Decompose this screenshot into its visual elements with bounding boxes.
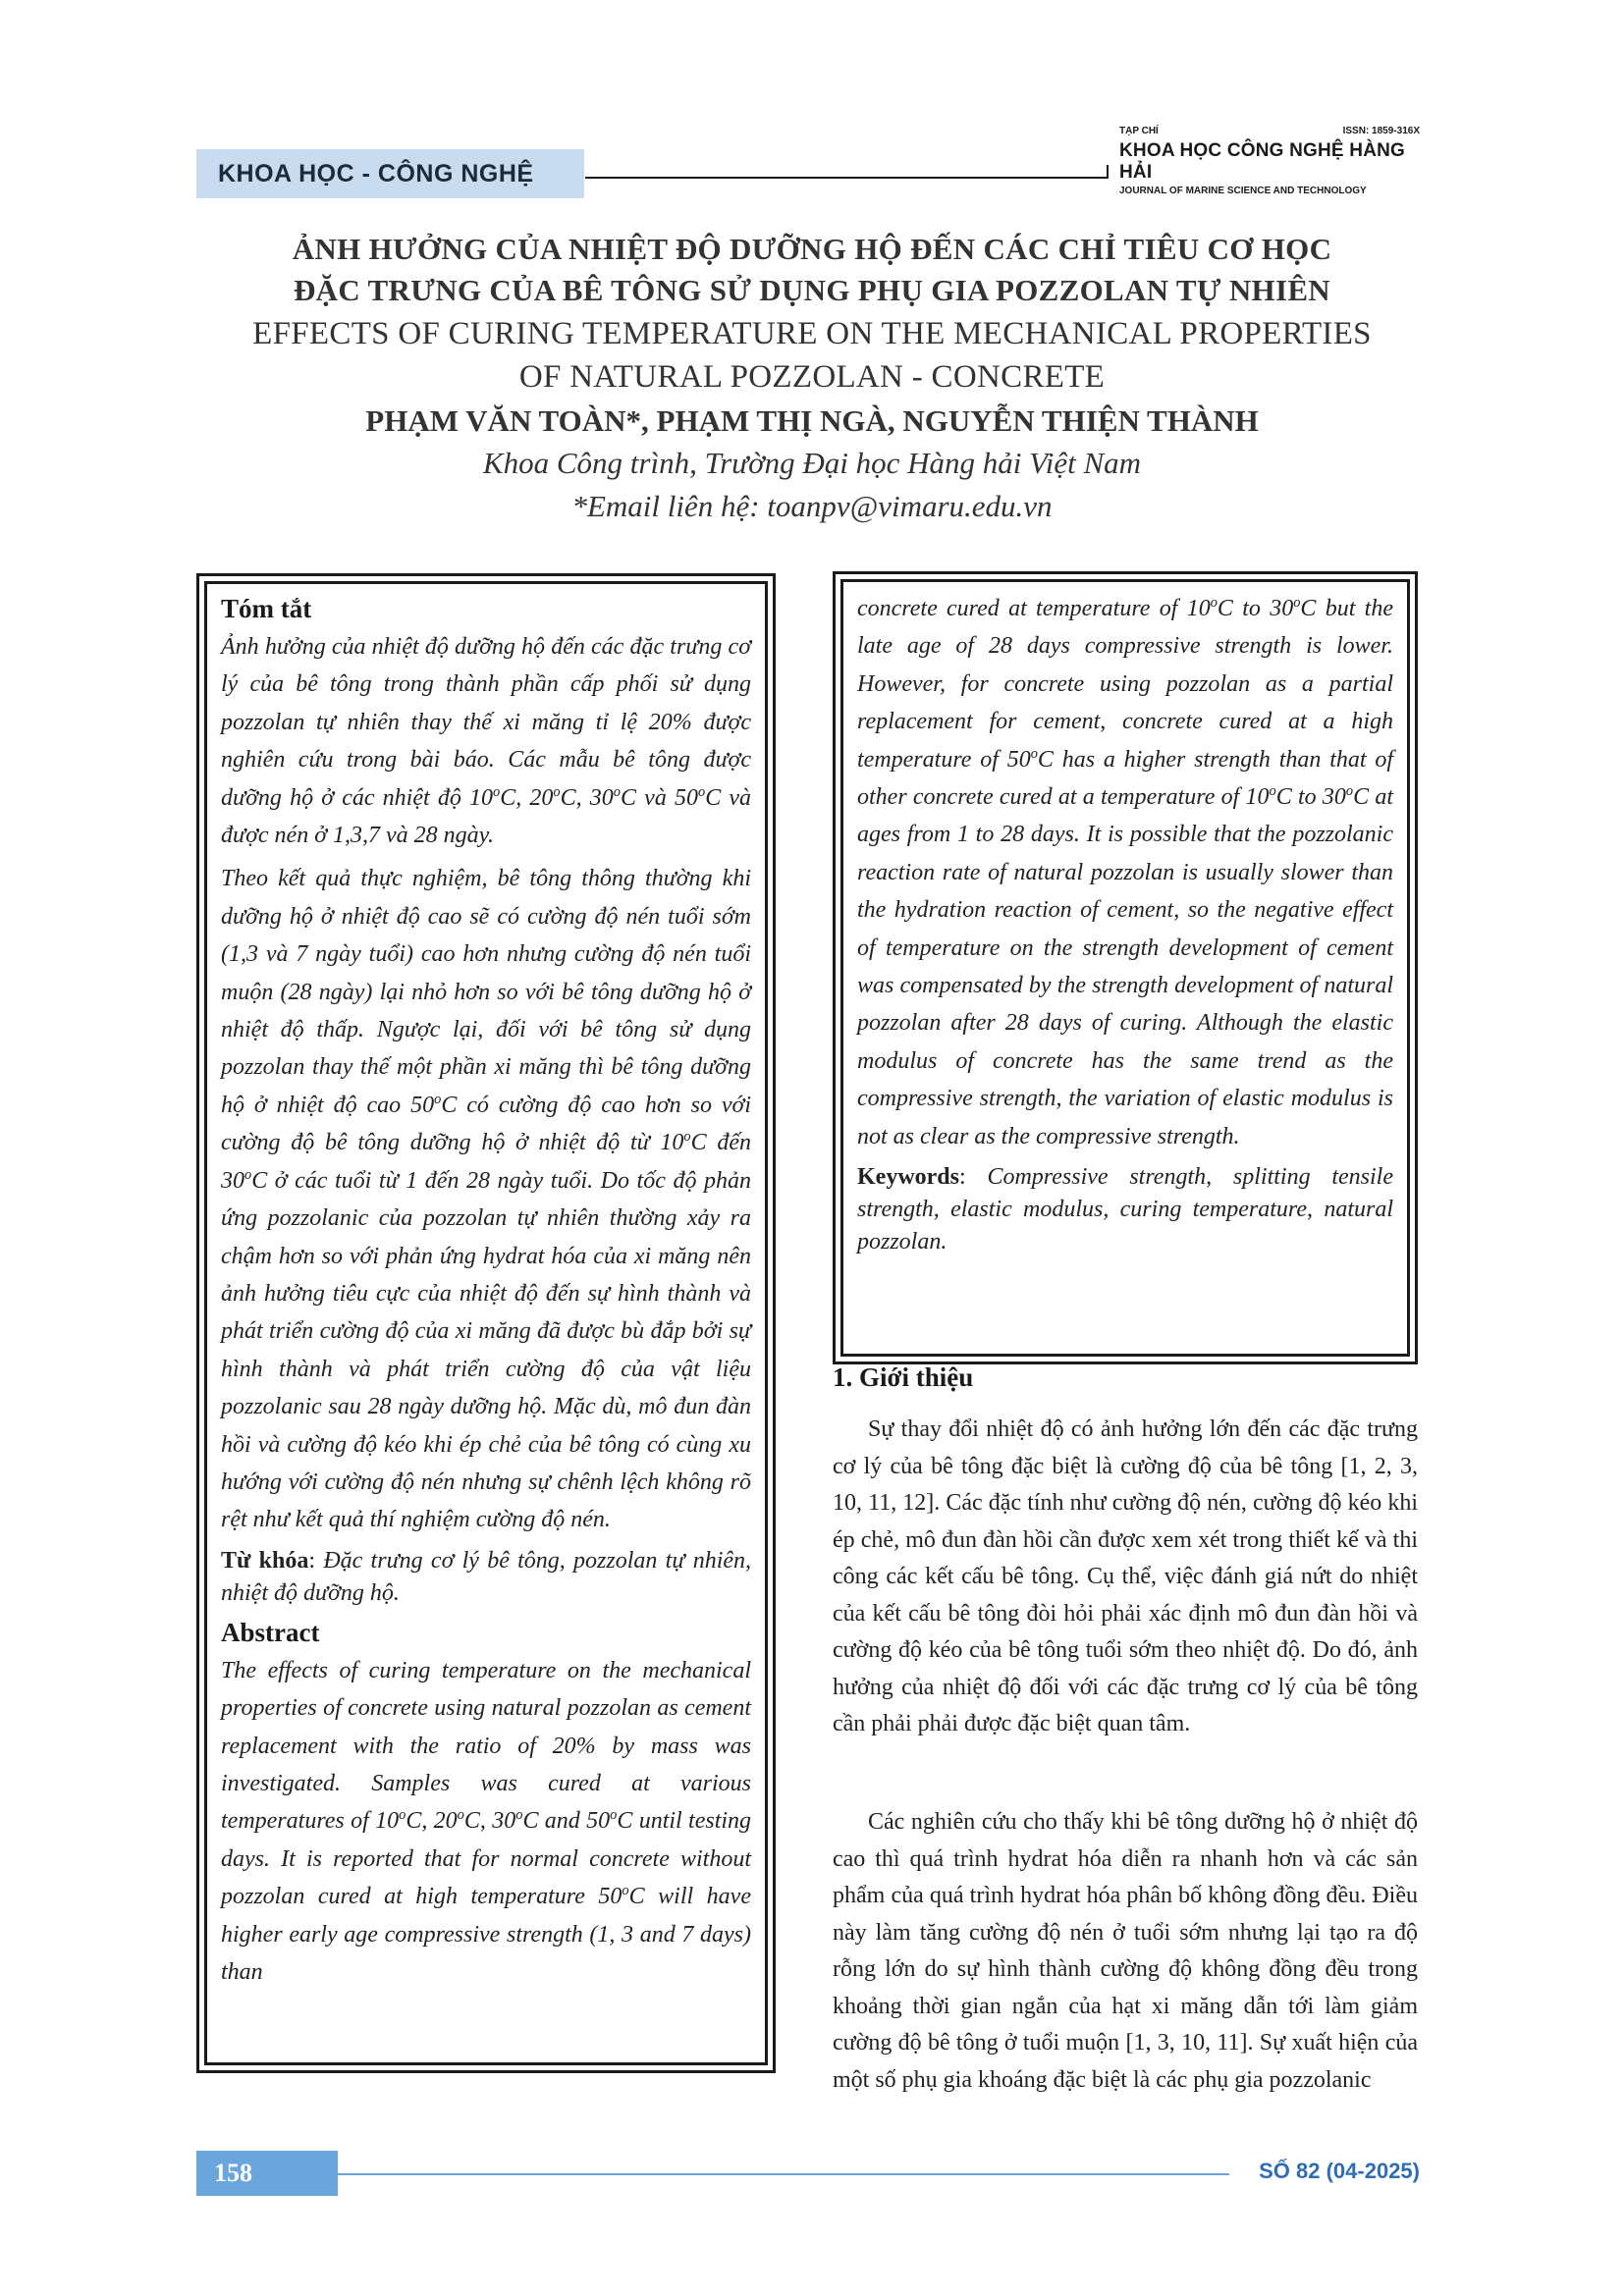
abstract-vi-p2: Theo kết quả thực nghiệm, bê tông thông thường khi dưỡng hộ ở nhiệt độ cao sẽ có cường độ nén tuổi sớm (1,3 và 7 ngày tuổi) cao hơn nhưng cường độ nén tuổi muộn (28 ngày) lại nhỏ hơn so với bê tông dưỡng hộ ở nhiệt độ thấp. Ngược lại, đối với bê tông sử dụng pozzolan thay thế một phần xi măng thì bê tông dưỡng hộ ở nhiệt độ cao 50$^o$C có cường độ cao hơn so với cường độ bê tông dưỡng hộ ở nhiệt độ từ 10$^o$C đến 30$^o$C ở các tuổi từ 1 đến 28 ngày tuổi. Do tốc độ phản ứng pozzolanic của pozzolan tự nhiên thường xảy ra chậm hơn so với phản ứng hydrat hóa của xi măng nên ảnh hưởng tiêu cực của nhiệt độ đến sự hình thành và phát triển cường độ của xi măng đã được bù đắp bởi sự hình thành và phát triển cường độ của vật liệu pozzolanic sau 28 ngày dưỡng hộ. Mặc dù, mô đun đàn hồi và cường độ kéo khi ép chẻ của bê tông có cùng xu hướng với cường độ nén nhưng sự chênh lệch không rõ rệt như kết quả thí nghiệm cường độ nén. [221,866,752,1533]
journal-label: TẠP CHÍ [1119,126,1159,136]
abstract-vi-heading: Tóm tắt [221,594,312,623]
affiliation: Khoa Công trình, Trường Đại học Hàng hải Việt Nam [482,446,1142,480]
keywords-vi-label: Từ khóa [221,1547,309,1574]
abstract-box-right [833,571,1418,1364]
title-en-line1: EFFECTS OF CURING TEMPERATURE ON THE MECHANICAL PROPERTIES [252,316,1372,351]
introduction-p1: Sự thay đổi nhiệt độ có ảnh hưởng lớn đến các đặc trưng cơ lý của bê tông đặc biệt là cường độ của bê tông [1, 2, 3, 10, 11, 12]. Các đặc tính như cường độ nén, cường độ kéo khi ép chẻ, mô đun đàn hồi cần được xem xét trong thiết kế và thi công các kết cấu bê tông. Cụ thể, việc đánh giá nứt do nhiệt của kết cấu bê tông đòi hỏi phải xác định mô đun đàn hồi và cường độ kéo của bê tông tuổi sớm theo nhiệt độ. Do đó, ảnh hưởng của nhiệt độ đối với các đặc trưng cơ lý của bê tông cần phải phải được đặc biệt quan tâm. [833,1416,1418,1736]
contact-email: *Email liên hệ: toanpv@vimaru.edu.vn [571,489,1053,523]
header-rule-tick [1107,165,1109,179]
keywords-vi-text: Đặc trưng cơ lý bê tông, pozzolan tự nhiên, nhiệt độ dưỡng hộ. [221,1547,752,1606]
abstract-en-p1-left: The effects of curing temperature on the mechanical properties of concrete using natural pozzolan as cement replacement with the ratio of 20% by mass was investigated. Samples was cured at various temperatures of 10$^o$C, 20$^o$C, 30$^o$C and 50$^o$C until testing days. It is reported that for normal concrete without pozzolan cured at high temperature 50$^o$C will have higher early age compressive strength (1, 3 and 7 days) than [221,1657,752,1985]
header-rule [585,177,1108,179]
title-vi-line1: ẢNH HƯỞNG CỦA NHIỆT ĐỘ DƯỠNG HỘ ĐẾN CÁC CHỈ TIÊU CƠ HỌC [292,232,1332,266]
journal-name-en: JOURNAL OF MARINE SCIENCE AND TECHNOLOGY [1119,186,1367,196]
authors: PHẠM VĂN TOÀN*, PHẠM THỊ NGÀ, NGUYỄN THIỆN THÀNH [365,403,1259,438]
introduction-p2: Các nghiên cứu cho thấy khi bê tông dưỡng hộ ở nhiệt độ cao thì quá trình hydrat hóa diễn ra nhanh hơn và các sản phẩm của quá trình hydrat hóa phân bố không đồng đều. Điều này làm tăng cường độ nén ở tuổi sớm nhưng lại tạo ra độ rỗng lớn do sự hình thành cường độ không đồng đều trong khoảng thời gian ngắn của hạt xi măng dẫn tới làm giảm cường độ bê tông ở tuổi muộn [1, 3, 10, 11]. Sự xuất hiện của một số phụ gia khoáng đặc biệt là các phụ gia pozzolanic [833,1809,1418,2093]
keywords-en-label: Keywords [857,1164,959,1191]
abstract-vi-p1: Ảnh hưởng của nhiệt độ dưỡng hộ đến các đặc trưng cơ lý của bê tông trong thành phần cấp phối sử dụng pozzolan tự nhiên thay thế xi măng tỉ lệ 20% được nghiên cứu trong bài báo. Các mẫu bê tông được dưỡng hộ ở các nhiệt độ 10$^o$C, 20$^o$C, 30$^o$C và 50$^o$C và được nén ở 1,3,7 và 28 ngày. [221,634,752,849]
keywords-en: Keywords: Compressive strength, splitting tensile strength, elastic modulus, curing temperature, natural pozzolan. [857,1164,1393,1255]
keywords-en-text: Compressive strength, splitting tensile strength, elastic modulus, curing temperature, natural pozzolan. [857,1164,1393,1255]
page-number: 158 [196,2151,338,2196]
journal-masthead [1119,126,1420,196]
journal-issn: ISSN: 1859-316X [1342,126,1420,136]
issue-label: SỐ 82 (04-2025) [1259,2159,1420,2183]
keywords-vi: Từ khóa: Đặc trưng cơ lý bê tông, pozzolan tự nhiên, nhiệt độ dưỡng hộ. [221,1547,752,1606]
section-tag: KHOA HỌC - CÔNG NGHỆ [196,149,584,198]
journal-name: KHOA HỌC CÔNG NGHỆ HÀNG HẢI [1119,140,1406,183]
abstract-en-p1-right: concrete cured at temperature of 10$^o$C to 30$^o$C but the late age of 28 days compressive strength is lower. However, for concrete using pozzolan as a partial replacement for cement, concrete cured at a high temperature of 50$^o$C has a higher strength than that of other concrete cured at a temperature of 10$^o$C to 30$^o$C at ages from 1 to 28 days. It is possible that the pozzolanic reaction rate of natural pozzolan is usually slower than the hydration reaction of cement, so the negative effect of temperature on the strength development of cement was compensated by the strength development of natural pozzolan after 28 days of curing. Although the elastic modulus of concrete has the same trend as the compressive strength, the variation of elastic modulus is not as clear as the compressive strength. [857,595,1394,1149]
title-en-line2: OF NATURAL POZZOLAN - CONCRETE [518,359,1106,395]
introduction-heading: 1. Giới thiệu [833,1362,974,1392]
title-vi-line2: ĐẶC TRƯNG CỦA BÊ TÔNG SỬ DỤNG PHỤ GIA POZZOLAN TỰ NHIÊN [294,273,1330,307]
abstract-en-heading: Abstract [221,1617,320,1647]
footer-rule [338,2173,1229,2175]
abstract-box-left [196,573,776,2073]
